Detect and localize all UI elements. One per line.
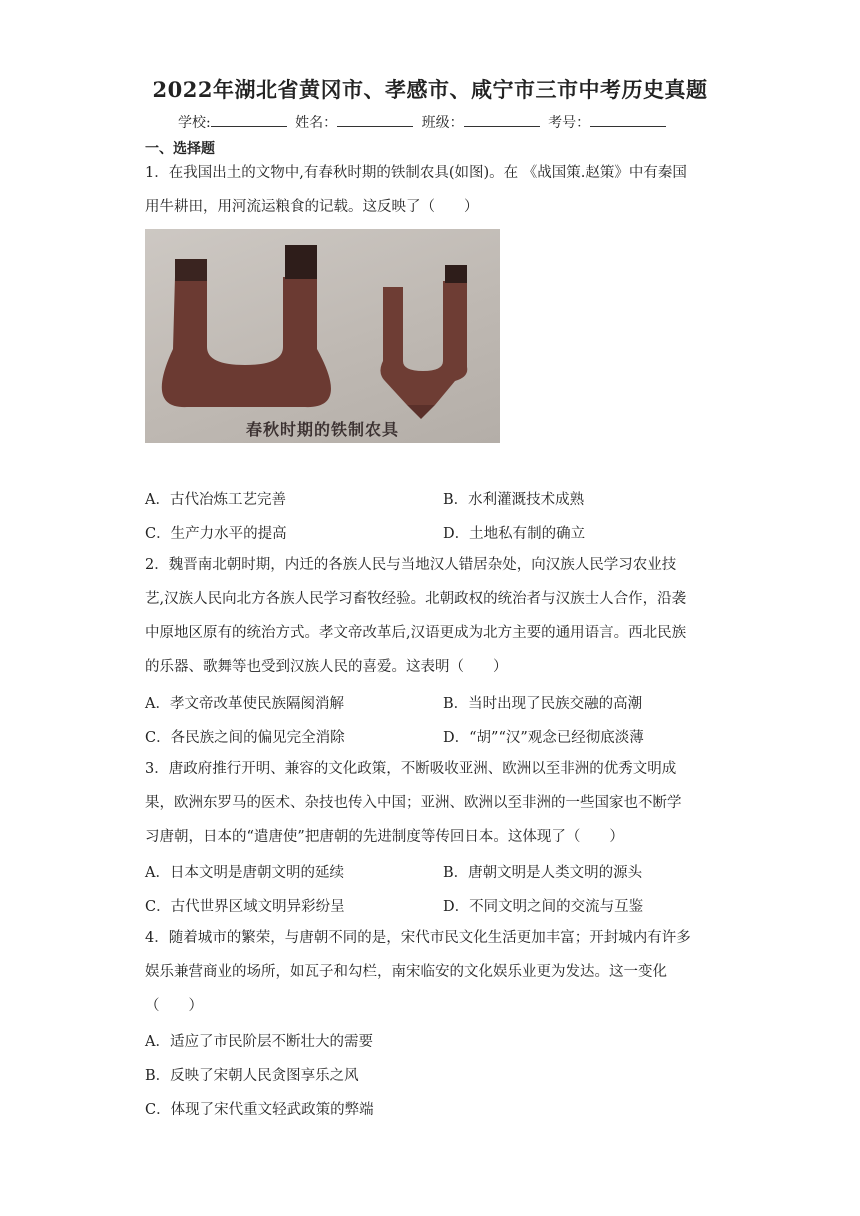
q1-option-b[interactable]: B．水利灌溉技术成熟 bbox=[443, 492, 585, 508]
question-line: 3．唐政府推行开明、兼容的文化政策，不断吸收亚洲、欧洲以至非洲的优秀文明成 bbox=[145, 761, 677, 777]
question-4-stem bbox=[145, 921, 717, 1023]
q4-option-c[interactable]: C．体现了宋代重文轻武政策的弊端 bbox=[145, 1102, 374, 1118]
q1-option-d[interactable]: D．土地私有制的确立 bbox=[443, 526, 586, 542]
class-label: 班级： bbox=[421, 115, 464, 131]
left-iron-tool bbox=[162, 277, 331, 407]
question-line: 艺,汉族人民向北方各族人民学习畜牧经验。北朝政权的统治者与汉族士人合作，沿袭 bbox=[145, 591, 687, 607]
left-tool-socket-2 bbox=[285, 245, 317, 279]
section-heading: 一、选择题 bbox=[145, 141, 215, 157]
exam-number-label: 考号： bbox=[548, 115, 591, 131]
question-line: （ ） bbox=[145, 998, 203, 1014]
school-label: 学校: bbox=[178, 115, 211, 131]
q3-option-b[interactable]: B．唐朝文明是人类文明的源头 bbox=[443, 865, 643, 881]
name-blank[interactable] bbox=[337, 112, 413, 127]
question-line: 的乐器、歌舞等也受到汉族人民的喜爱。这表明（ ） bbox=[145, 659, 508, 675]
figure-caption: 春秋时期的铁制农具 bbox=[245, 420, 399, 439]
exam-number-blank[interactable] bbox=[590, 112, 666, 127]
q1-option-c[interactable]: C．生产力水平的提高 bbox=[145, 526, 287, 542]
right-iron-tool bbox=[380, 281, 467, 405]
q2-option-a[interactable]: A．孝文帝改革使民族隔阂消解 bbox=[145, 696, 344, 712]
name-label: 姓名： bbox=[295, 115, 338, 131]
question-line: 1．在我国出土的文物中,有春秋时期的铁制农具(如图)。在 《战国策.赵策》中有秦国 bbox=[145, 165, 687, 181]
q2-option-c[interactable]: C．各民族之间的偏见完全消除 bbox=[145, 730, 345, 746]
question-line: 果，欧洲东罗马的医术、杂技也传入中国；亚洲、欧洲以至非洲的一些国家也不断学 bbox=[145, 795, 682, 811]
q3-option-a[interactable]: A．日本文明是唐朝文明的延续 bbox=[145, 865, 344, 881]
question-line: 4．随着城市的繁荣，与唐朝不同的是，宋代市民文化生活更加丰富；开封城内有许多 bbox=[145, 930, 691, 946]
q2-option-b[interactable]: B．当时出现了民族交融的高潮 bbox=[443, 696, 643, 712]
class-blank[interactable] bbox=[464, 112, 540, 127]
q4-option-a[interactable]: A．适应了市民阶层不断壮大的需要 bbox=[145, 1034, 373, 1050]
question-2-stem bbox=[145, 548, 717, 684]
iron-tools-figure bbox=[145, 229, 500, 443]
q4-option-b[interactable]: B．反映了宋朝人民贪图享乐之风 bbox=[145, 1068, 359, 1084]
question-line: 用牛耕田，用河流运粮食的记载。这反映了（ ） bbox=[145, 199, 479, 215]
question-line: 娱乐兼营商业的场所，如瓦子和勾栏，南宋临安的文化娱乐业更为发达。这一变化 bbox=[145, 964, 667, 980]
q1-option-a[interactable]: A．古代冶炼工艺完善 bbox=[145, 492, 286, 508]
question-3-stem bbox=[145, 752, 717, 854]
exam-title: 2022年湖北省黄冈市、孝感市、咸宁市三市中考历史真题 bbox=[152, 77, 708, 102]
left-tool-socket-1 bbox=[175, 259, 207, 281]
question-1-stem bbox=[145, 156, 717, 224]
iron-tools-image bbox=[145, 229, 500, 443]
student-info-line bbox=[178, 112, 670, 132]
school-blank[interactable] bbox=[211, 112, 287, 127]
q3-option-c[interactable]: C．古代世界区域文明异彩纷呈 bbox=[145, 899, 345, 915]
question-line: 中原地区原有的统治方式。孝文帝改革后,汉语更成为北方主要的通用语言。西北民族 bbox=[145, 625, 687, 641]
q2-option-d[interactable]: D．“胡”“汉”观念已经彻底淡薄 bbox=[443, 730, 644, 746]
question-line: 习唐朝，日本的“遣唐使”把唐朝的先进制度等传回日本。这体现了（ ） bbox=[145, 829, 624, 845]
q3-option-d[interactable]: D．不同文明之间的交流与互鉴 bbox=[443, 899, 644, 915]
question-line: 2．魏晋南北朝时期，内迁的各族人民与当地汉人错居杂处，向汉族人民学习农业技 bbox=[145, 557, 677, 573]
right-tool-socket bbox=[445, 265, 467, 283]
